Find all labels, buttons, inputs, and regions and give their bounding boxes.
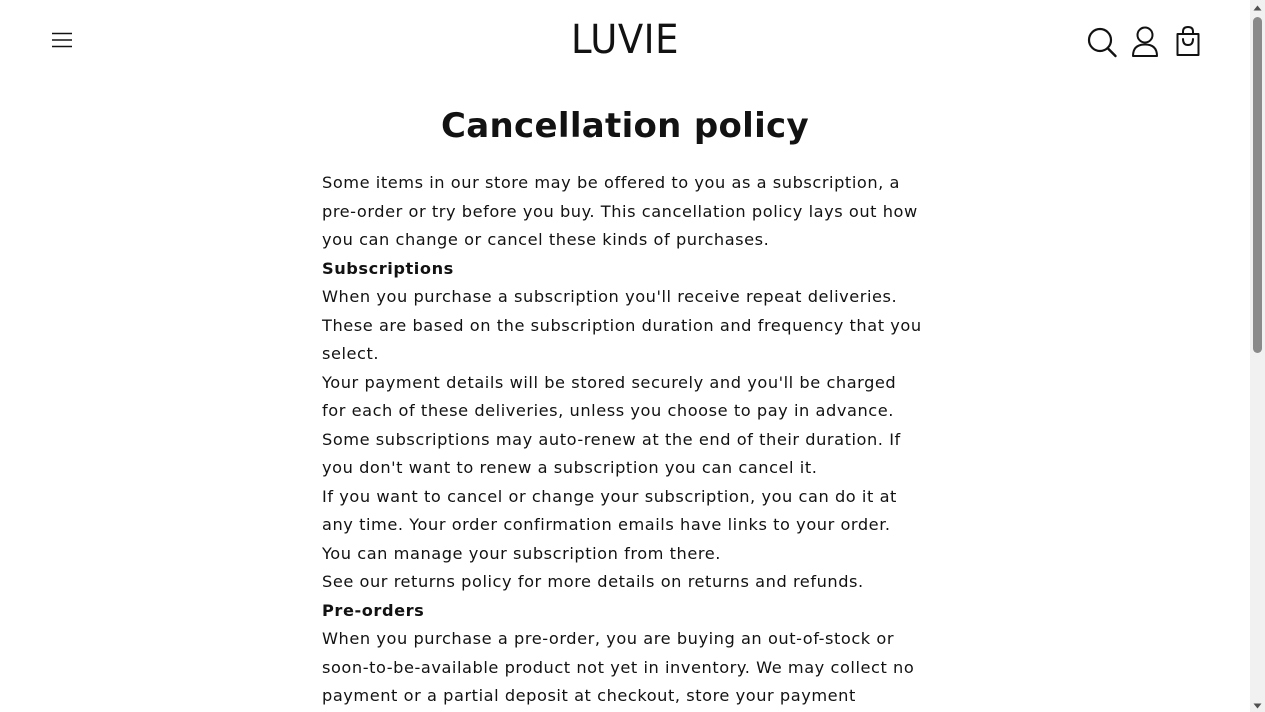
scroll-up-arrow-icon[interactable] bbox=[1250, 0, 1265, 14]
site-header bbox=[0, 0, 1250, 82]
scroll-down-arrow-icon[interactable] bbox=[1250, 698, 1265, 712]
subscriptions-heading: Subscriptions bbox=[322, 258, 454, 278]
logo bbox=[0, 14, 1250, 66]
cart-icon[interactable] bbox=[1171, 23, 1205, 59]
policy-content bbox=[322, 169, 922, 711]
returns-paragraph: See our returns policy for more details on returns and refunds. bbox=[322, 572, 864, 591]
pre-orders-paragraph: When you purchase a pre-order, you are buying an out-of-stock or soon-to-be-available product not yet in inventory. We may collect no payment or a partial deposit at checkout, store your payment bbox=[322, 629, 915, 705]
scrollbar[interactable] bbox=[1250, 0, 1265, 712]
search-icon[interactable] bbox=[1085, 23, 1119, 59]
scrollbar-thumb[interactable] bbox=[1253, 17, 1262, 353]
intro-paragraph: Some items in our store may be offered to you as a subscription, a pre-order or try before you buy. This cancellation policy lays out how you can change or cancel these kinds of purchases. bbox=[322, 173, 918, 249]
pre-orders-heading: Pre-orders bbox=[322, 600, 425, 620]
subscriptions-paragraph-1: When you purchase a subscription you'll receive repeat deliveries. These are based on the subscription duration and frequency that you select. bbox=[322, 287, 922, 363]
subscriptions-paragraph-3: Some subscriptions may auto-renew at the end of their duration. If you don't want to renew a subscription you can cancel it. bbox=[322, 429, 901, 477]
account-icon[interactable] bbox=[1128, 23, 1162, 59]
page-title: Cancellation policy bbox=[441, 106, 809, 146]
subscriptions-paragraph-2: Your payment details will be stored securely and you'll be charged for each of these deliveries, unless you choose to pay in advance. bbox=[322, 372, 897, 420]
logo-link[interactable]: LUVIE bbox=[571, 16, 679, 63]
subscriptions-paragraph-4: If you want to cancel or change your subscription, you can do it at any time. Your order confirmation emails have links to your order. You can manage your subscription from there. bbox=[322, 486, 897, 563]
